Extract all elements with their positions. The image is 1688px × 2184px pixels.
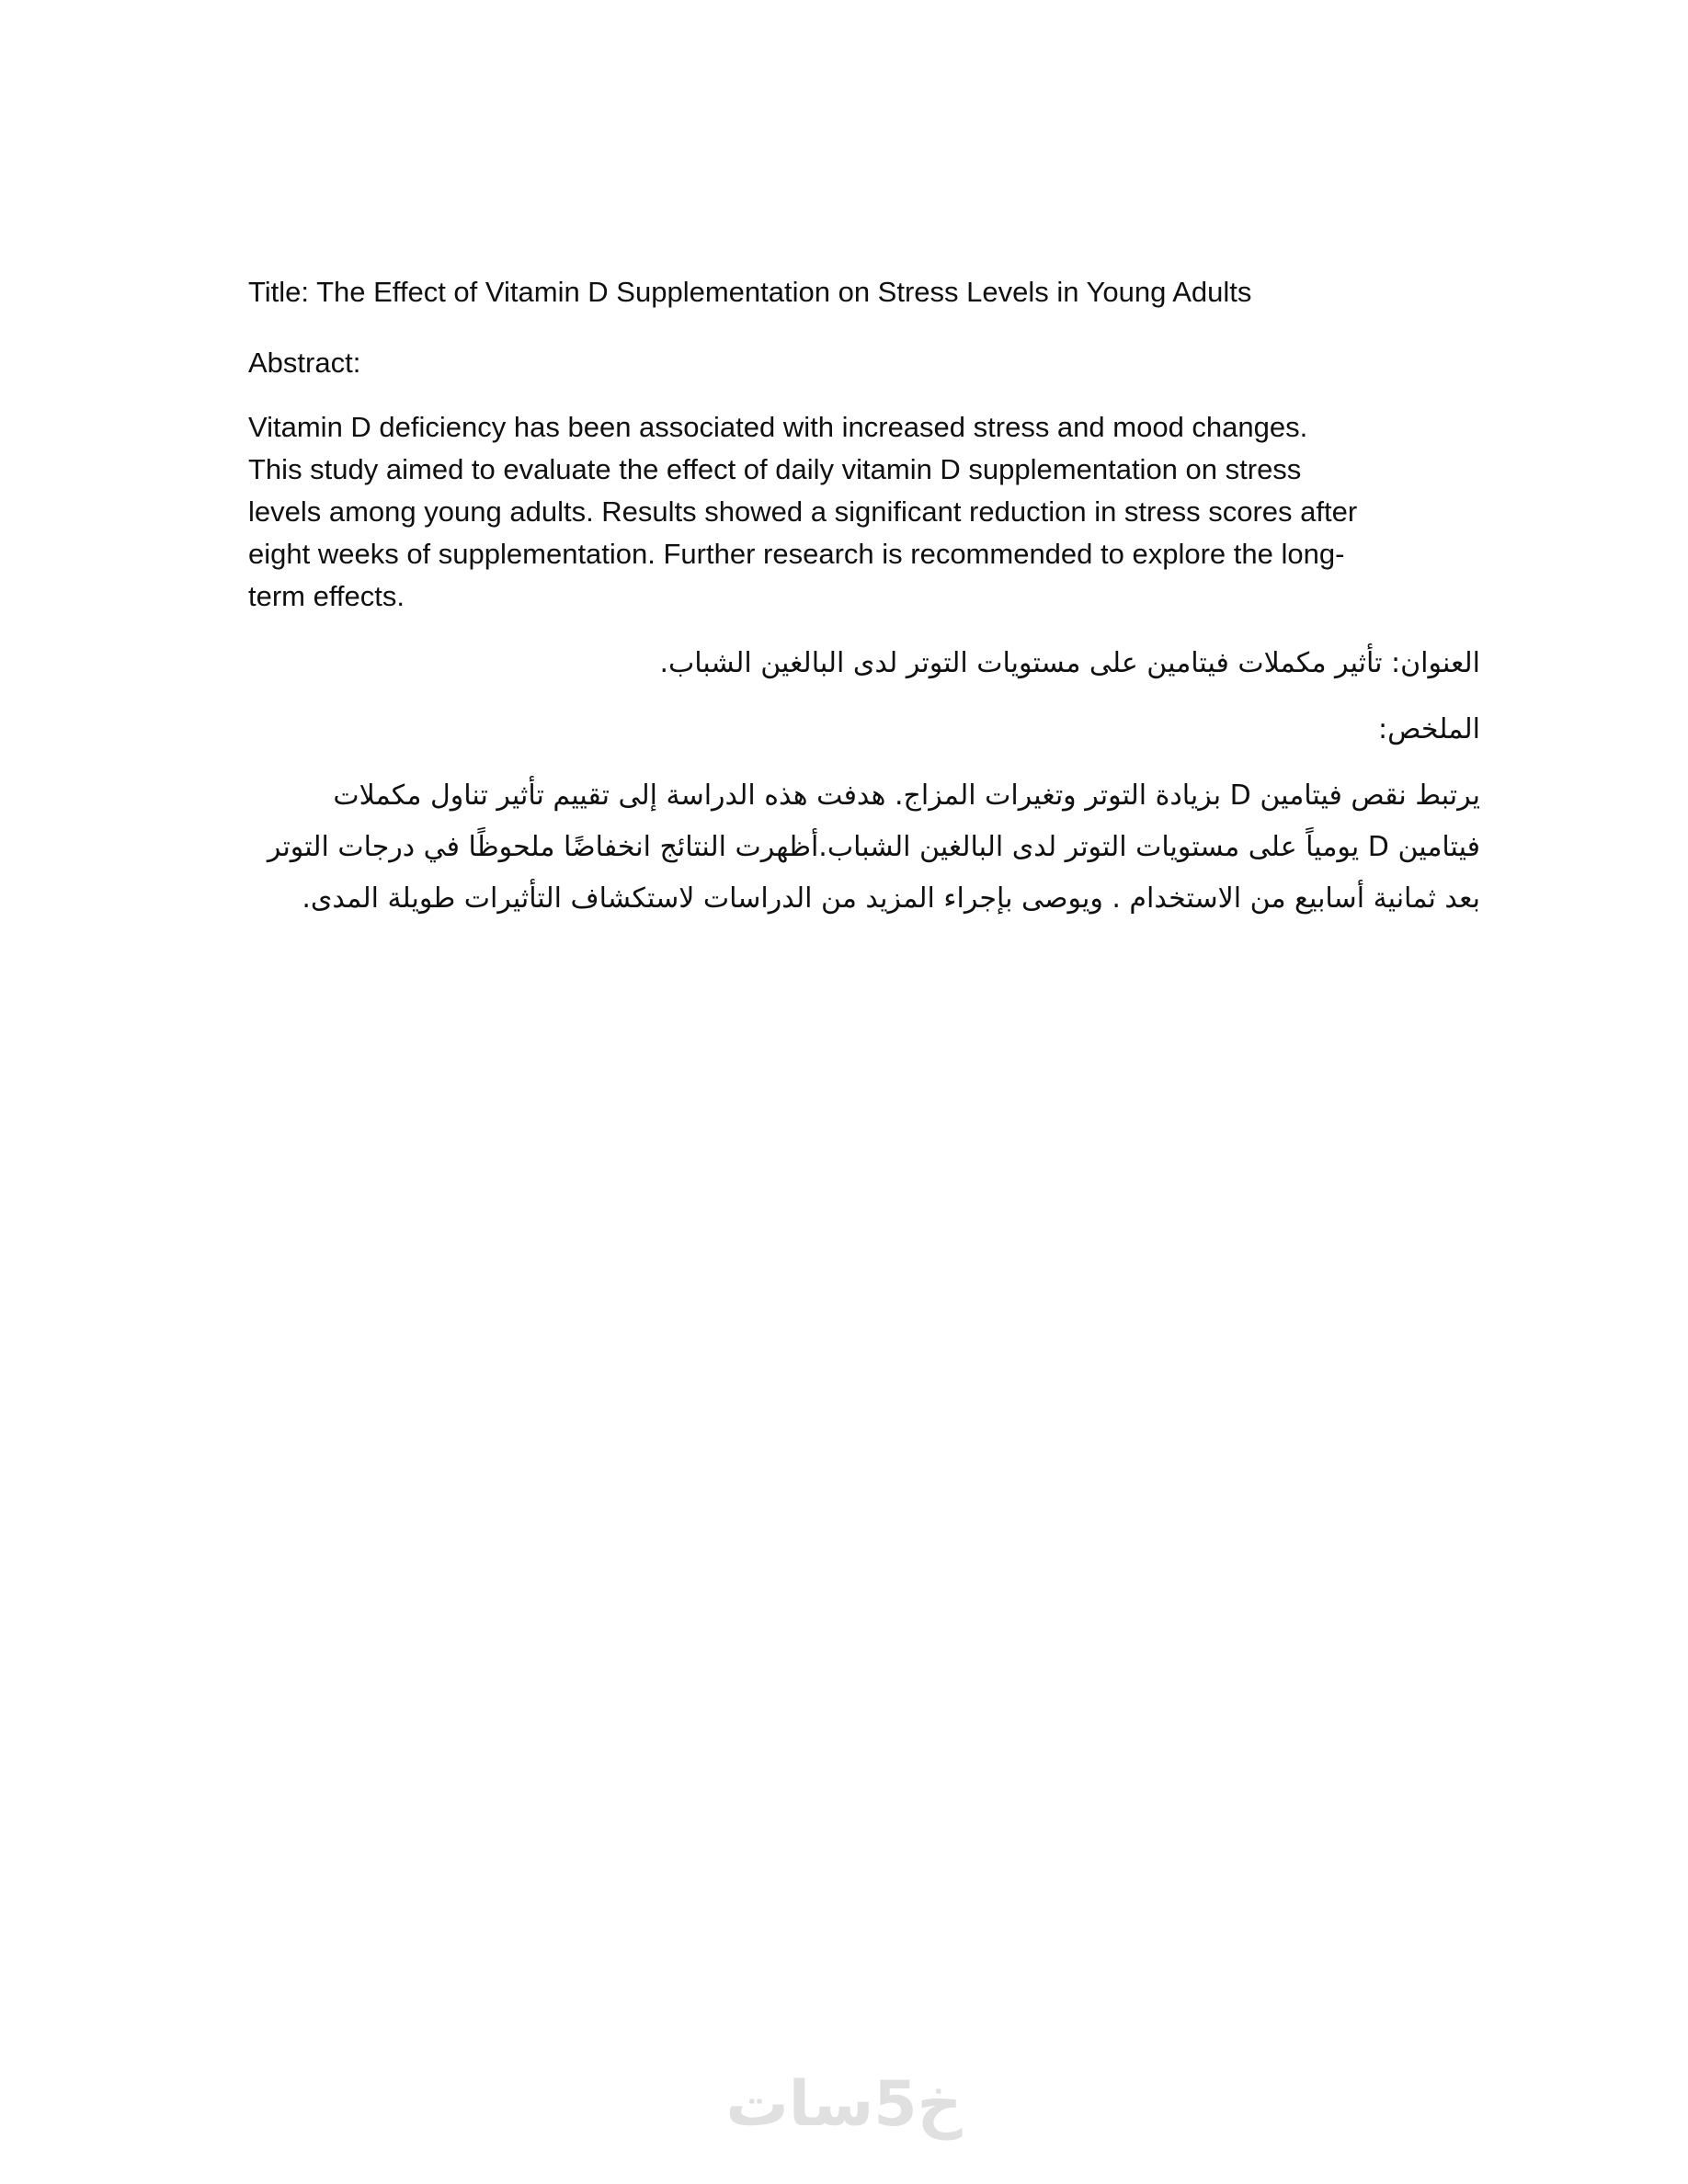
arabic-abstract-heading: الملخص:	[1378, 713, 1480, 745]
arabic-abstract-paragraph: يرتبط نقص فيتامين D بزيادة التوتر وتغيرات المزاج. هدفت هذه الدراسة إلى تقييم تأثير تناول مكملات فيتامين D يومياً على مستويات التوتر لدى البالغين الشباب.أظهرت النتائج انخفاضًا ملحوظًا في درجات التوتر بعد ثمانية أسابيع من الاستخدام . ويوصى بإجراء المزيد من الدراسات لاستكشاف التأثيرات طويلة المدى.	[267, 779, 1480, 915]
document-content	[248, 271, 1480, 925]
abstract-line: This study aimed to evaluate the effect of daily vitamin D supplementation on stress	[248, 453, 1302, 485]
abstract-paragraph	[248, 406, 1480, 618]
arabic-title: العنوان: تأثير مكملات فيتامين على مستويات التوتر لدى البالغين الشباب.	[659, 647, 1480, 679]
document-title: Title: The Effect of Vitamin D Supplementation on Stress Levels in Young Adults	[248, 276, 1252, 308]
abstract-heading: Abstract:	[248, 347, 361, 379]
khamsat-logo-watermark: خ5سات	[725, 2068, 963, 2141]
abstract-line: levels among young adults. Results showed a significant reduction in stress scores after	[248, 495, 1358, 528]
abstract-line: term effects.	[248, 580, 405, 612]
abstract-line: eight weeks of supplementation. Further research is recommended to explore the long-	[248, 538, 1345, 570]
abstract-line: Vitamin D deficiency has been associated with increased stress and mood changes.	[248, 411, 1308, 443]
